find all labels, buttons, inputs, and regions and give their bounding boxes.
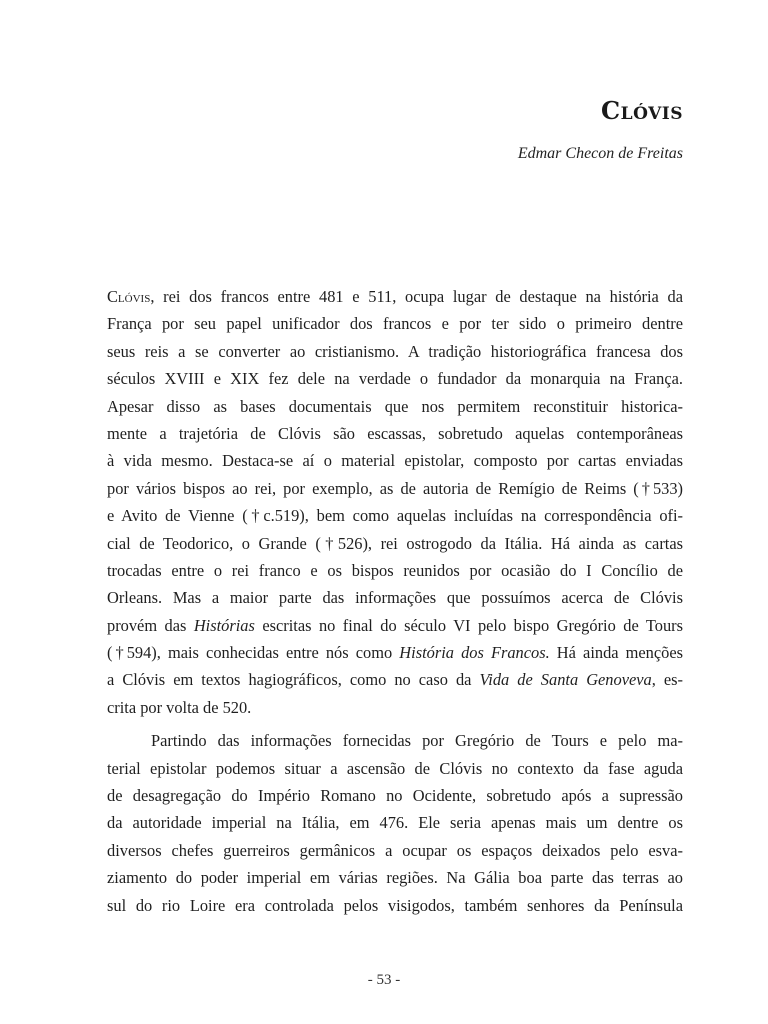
text-line [107, 809, 683, 836]
text-run: ziamento do poder imperial em várias regiões. Na Gália boa parte das terras ao [107, 868, 683, 888]
text-line [107, 782, 683, 809]
italic-title: Vida de Santa Genoveva [479, 670, 652, 690]
text-line [107, 612, 683, 639]
paragraph [107, 727, 683, 919]
text-run: França por seu papel unificador dos francos e por ter sido o primeiro dentre [107, 314, 683, 334]
text-line [107, 420, 683, 447]
text-line [107, 475, 683, 502]
text-line [107, 727, 683, 754]
text-line [107, 530, 683, 557]
text-run: Partindo das informações fornecidas por Gregório de Tours e pelo ma- [151, 731, 683, 751]
text-line [107, 557, 683, 584]
text-run: de desagregação do Império Romano no Ocidente, sobretudo após a supressão [107, 786, 683, 806]
text-run: e Avito de Vienne (†c.519), bem como aquelas incluídas na correspondência ofi- [107, 506, 683, 526]
text-run: séculos XVIII e XIX fez dele na verdade o fundador da monarquia na França. [107, 369, 683, 389]
text-line [107, 694, 683, 721]
chapter-title: Clóvis [601, 96, 683, 125]
text-line [107, 639, 683, 666]
text-run: terial epistolar podemos situar a ascensão de Clóvis no contexto da fase aguda [107, 758, 683, 778]
text-run: provém das [107, 615, 194, 635]
text-line [107, 864, 683, 891]
text-line [107, 502, 683, 529]
text-line [107, 365, 683, 392]
text-run: à vida mesmo. Destaca-se aí o material epistolar, composto por cartas enviadas [107, 451, 683, 471]
text-line [107, 584, 683, 611]
text-run: da autoridade imperial na Itália, em 476. Ele seria apenas mais um dentre os [107, 813, 683, 833]
italic-title: História dos Francos. [399, 643, 550, 663]
text-run: seus reis a se converter ao cristianismo. A tradição historiográfica francesa dos [107, 341, 683, 361]
text-run: , rei dos francos entre 481 e 511, ocupa lugar de destaque na história da [150, 287, 683, 306]
text-run: Orleans. Mas a maior parte das informações que possuímos acerca de Clóvis [107, 588, 683, 608]
text-line [107, 338, 683, 365]
text-line [107, 310, 683, 337]
text-run: cial de Teodorico, o Grande (†526), rei ostrogodo da Itália. Há ainda as cartas [107, 533, 683, 553]
italic-title: Histórias [193, 615, 255, 635]
author-name: Edmar Checon de Freitas [517, 145, 683, 162]
text-line [107, 283, 683, 310]
small-caps-name: Clóvis [107, 287, 151, 306]
text-line [107, 892, 683, 919]
text-run: por vários bispos ao rei, por exemplo, as de autoria de Remígio de Reims (†533) [107, 478, 683, 498]
page-number: - 53 - [367, 972, 401, 988]
text-run: Apesar disso as bases documentais que nos permitem reconstituir historica- [107, 396, 683, 416]
text-line [107, 666, 683, 693]
paragraph [107, 283, 683, 721]
text-run: escritas no final do século VI pelo bispo Gregório de Tours [254, 615, 683, 635]
text-run: Há ainda menções [549, 643, 684, 663]
text-run: (†594), mais conhecidas entre nós como [107, 643, 400, 663]
text-line [107, 393, 683, 420]
text-run: mente a trajetória de Clóvis são escassas, sobretudo aquelas contemporâneas [107, 423, 683, 443]
text-line [107, 837, 683, 864]
text-run: a Clóvis em textos hagiográficos, como no caso da [107, 670, 480, 690]
text-line [107, 447, 683, 474]
text-run: , es- [651, 670, 684, 690]
body-text [107, 283, 683, 919]
text-run: diversos chefes guerreiros germânicos a ocupar os espaços deixados pelo esva- [107, 840, 683, 860]
text-run: sul do rio Loire era controlada pelos visigodos, também senhores da Península [107, 895, 683, 915]
text-run: crita por volta de 520. [107, 697, 252, 717]
text-run: trocadas entre o rei franco e os bispos reunidos por ocasião do I Concílio de [107, 560, 683, 580]
text-line [107, 755, 683, 782]
